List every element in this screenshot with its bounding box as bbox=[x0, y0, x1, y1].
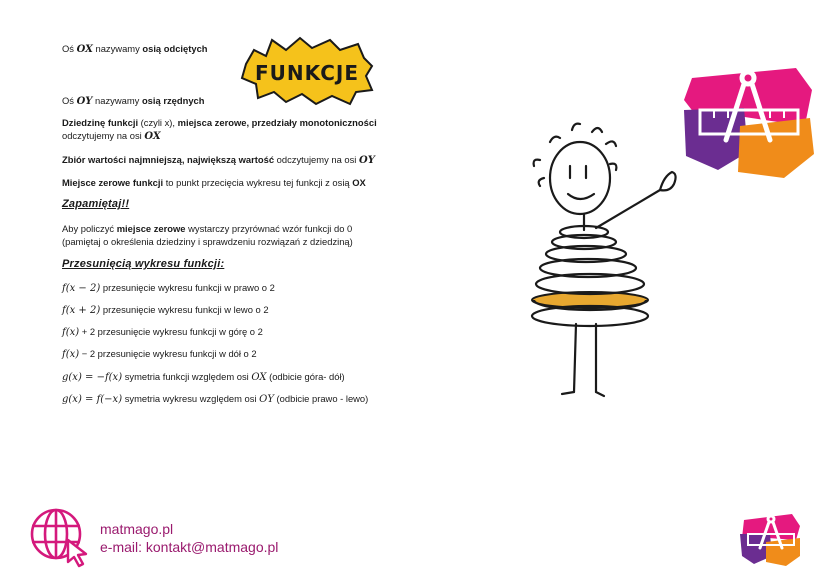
line-ox: Oś OX nazywamy osią odciętych bbox=[62, 43, 208, 55]
funkcje-badge bbox=[240, 36, 375, 106]
line-range: Zbiór wartości najmniejszą, największą wartość odczytujemy na osi OY bbox=[62, 154, 375, 166]
line-zero-calc: Aby policzyć miejsce zerowe wystarczy przyrównać wzór funkcji do 0 (pamiętaj o określenia dziedziny i sprawdzeniu rozwiązań z dziedziną) bbox=[62, 223, 353, 247]
heading-remember: Zapamiętaj!! bbox=[62, 198, 130, 210]
compass-logo-large bbox=[678, 60, 818, 185]
footer-site[interactable]: matmago.pl bbox=[100, 521, 174, 537]
line-zero: Miejsce zerowe funkcji to punkt przecięcia wykresu tej funkcji z osią OX bbox=[62, 177, 366, 188]
globe-cursor-icon bbox=[28, 506, 92, 568]
stick-figure-illustration bbox=[510, 120, 690, 405]
compass-logo-small bbox=[738, 510, 802, 568]
shift-up: f(x) + 2 przesunięcie wykresu funkcji w górę o 2 bbox=[62, 326, 263, 338]
badge-text: FUNKCJE bbox=[254, 61, 360, 85]
head bbox=[550, 142, 610, 214]
spring-body bbox=[532, 226, 648, 326]
legs bbox=[562, 324, 604, 396]
shift-down: f(x) − 2 przesunięcie wykresu funkcji w dół o 2 bbox=[62, 348, 257, 360]
hand bbox=[660, 172, 676, 190]
symmetry-ox: g(x) = −f(x) symetria funkcji względem osi OX (odbicie góra- dół) bbox=[62, 371, 345, 383]
line-oy: Oś OY nazywamy osią rzędnych bbox=[62, 95, 205, 107]
symmetry-oy: g(x) = f(−x) symetria wykresu względem osi OY (odbicie prawo - lewo) bbox=[62, 393, 369, 405]
logo-orange-blob bbox=[738, 118, 814, 178]
shift-right: f(x − 2) przesunięcie wykresu funkcji w prawo o 2 bbox=[62, 282, 275, 294]
footer-email[interactable]: e-mail: kontakt@matmago.pl bbox=[100, 539, 279, 555]
shift-left: f(x + 2) przesunięcie wykresu funkcji w lewo o 2 bbox=[62, 304, 269, 316]
heading-shifts: Przesunięcią wykresu funkcji: bbox=[62, 258, 225, 270]
logo-purple-blob bbox=[684, 108, 748, 170]
line-domain: Dziedzinę funkcji (czyli x), miejsca zerowe, przedziały monotoniczności odczytujemy na osi OX bbox=[62, 117, 377, 142]
